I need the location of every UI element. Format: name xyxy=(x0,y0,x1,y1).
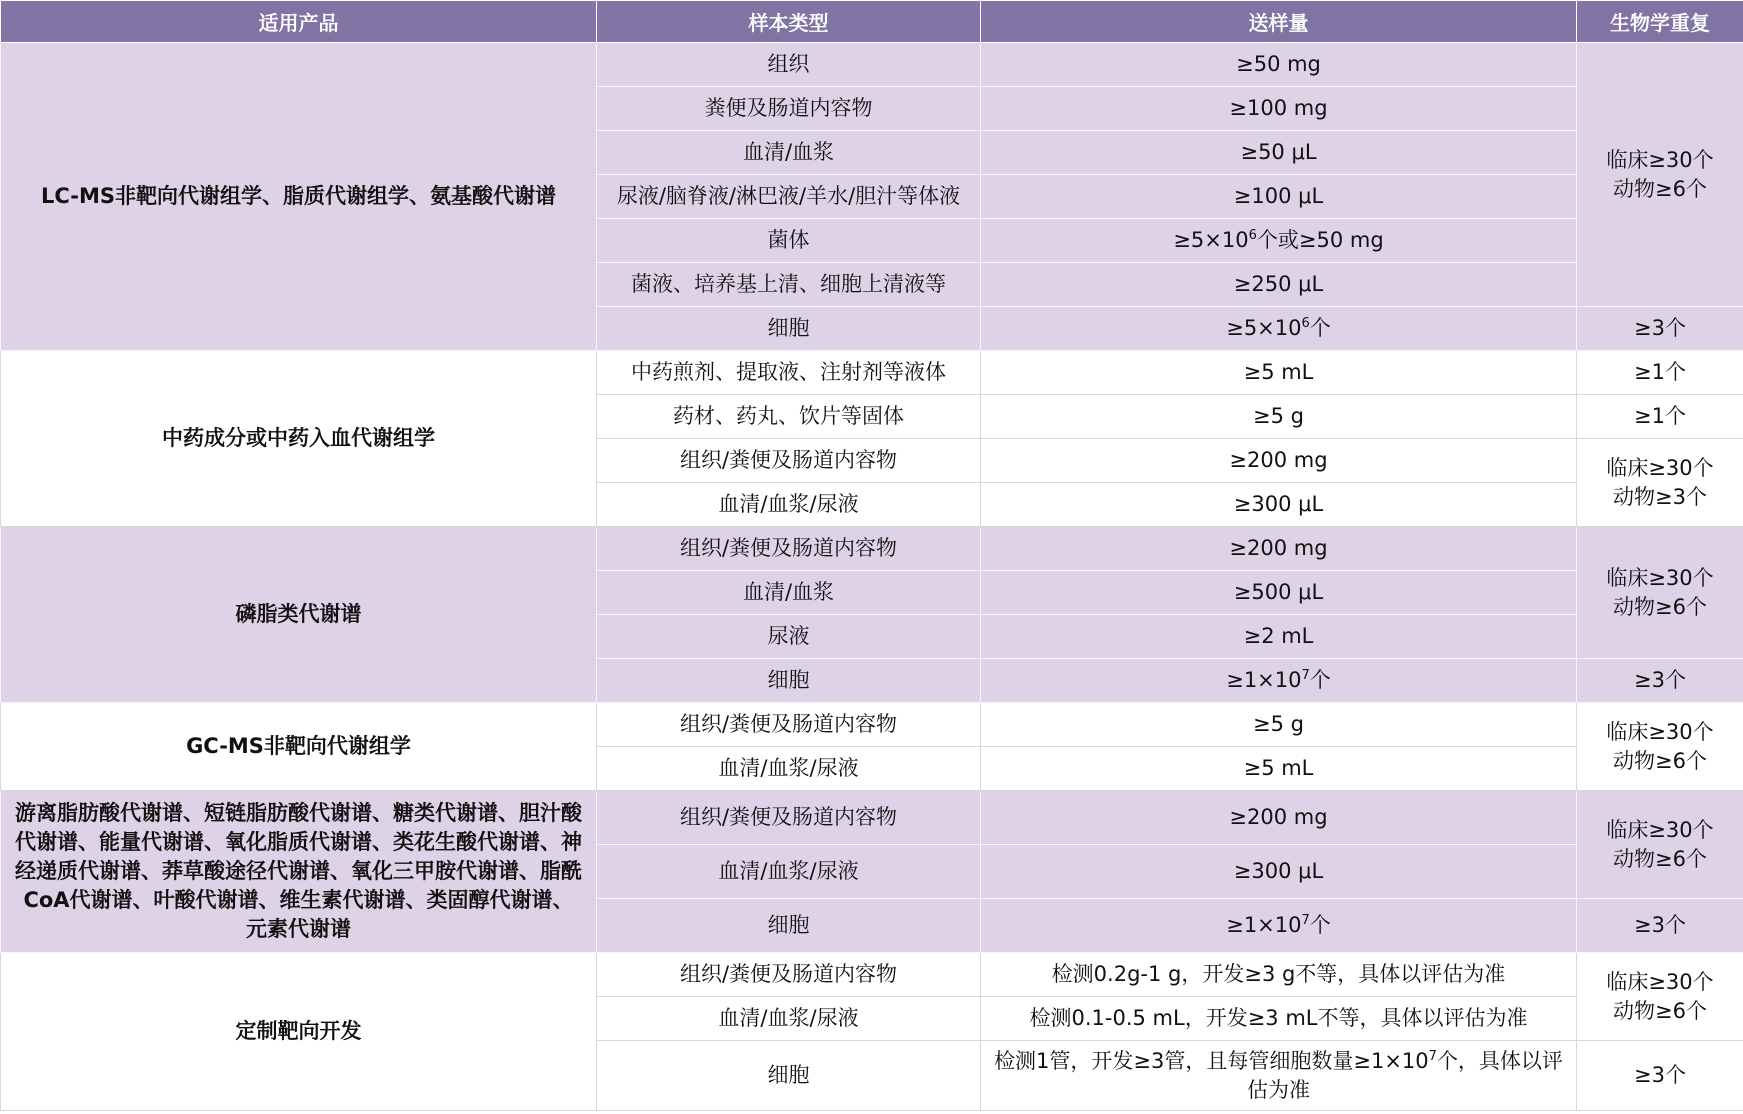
sample-type-cell: 血清/血浆/尿液 xyxy=(597,845,981,899)
amount-cell: ≥5 g xyxy=(981,395,1577,439)
header-row xyxy=(1,1,1743,43)
sample-type-cell: 组织/粪便及肠道内容物 xyxy=(597,527,981,571)
amount-cell: ≥300 μL xyxy=(981,483,1577,527)
sample-type-cell: 血清/血浆 xyxy=(597,571,981,615)
amount-cell: ≥5 mL xyxy=(981,351,1577,395)
sample-type-cell: 细胞 xyxy=(597,899,981,953)
amount-cell: ≥50 μL xyxy=(981,131,1577,175)
amount-cell: ≥200 mg xyxy=(981,527,1577,571)
amount-cell xyxy=(981,307,1577,351)
bio-replicates-cell: ≥3个 xyxy=(1577,307,1743,351)
bio-clinical: 临床≥30个 xyxy=(1606,147,1714,172)
header-sample-type: 样本类型 xyxy=(597,1,981,43)
product-cell: LC-MS非靶向代谢组学、脂质代谢组学、氨基酸代谢谱 xyxy=(1,43,597,351)
bio-clinical: 临床≥30个 xyxy=(1606,455,1714,480)
amount-cell: ≥50 mg xyxy=(981,43,1577,87)
table-row xyxy=(1,791,1743,845)
bio-clinical: 临床≥30个 xyxy=(1606,565,1714,590)
amount-cell: ≥100 mg xyxy=(981,87,1577,131)
bio-animal: 动物≥3个 xyxy=(1613,484,1707,509)
bio-replicates-cell xyxy=(1577,439,1743,527)
sample-type-cell: 菌体 xyxy=(597,219,981,263)
bio-replicates-cell: ≥3个 xyxy=(1577,1041,1743,1111)
amount-exponent: 7 xyxy=(1428,1048,1437,1064)
bio-clinical: 临床≥30个 xyxy=(1606,817,1714,842)
sample-type-cell: 组织/粪便及肠道内容物 xyxy=(597,791,981,845)
amount-text: ≥1×10 xyxy=(1226,913,1302,937)
amount-cell: ≥2 mL xyxy=(981,615,1577,659)
sample-type-cell: 中药煎剂、提取液、注射剂等液体 xyxy=(597,351,981,395)
header-bio-replicates: 生物学重复 xyxy=(1577,1,1743,43)
sample-type-cell: 组织/粪便及肠道内容物 xyxy=(597,953,981,997)
sample-type-cell: 血清/血浆/尿液 xyxy=(597,483,981,527)
header-amount: 送样量 xyxy=(981,1,1577,43)
sample-type-cell: 血清/血浆 xyxy=(597,131,981,175)
amount-text: 个 xyxy=(1309,913,1331,937)
amount-exponent: 6 xyxy=(1301,316,1310,331)
amount-exponent: 6 xyxy=(1248,228,1257,243)
amount-cell xyxy=(981,899,1577,953)
header-product: 适用产品 xyxy=(1,1,597,43)
bio-replicates-cell xyxy=(1577,791,1743,899)
bio-replicates-cell xyxy=(1577,953,1743,1041)
sample-type-cell: 菌液、培养基上清、细胞上清液等 xyxy=(597,263,981,307)
sample-type-cell: 细胞 xyxy=(597,659,981,703)
amount-cell: ≥5 mL xyxy=(981,747,1577,791)
sample-type-cell: 血清/血浆/尿液 xyxy=(597,747,981,791)
product-cell: 定制靶向开发 xyxy=(1,953,597,1111)
amount-exponent: 7 xyxy=(1301,668,1310,683)
bio-animal: 动物≥6个 xyxy=(1613,176,1707,201)
amount-cell: ≥200 mg xyxy=(981,439,1577,483)
table-row xyxy=(1,527,1743,571)
amount-cell: ≥500 μL xyxy=(981,571,1577,615)
product-cell: 中药成分或中药入血代谢组学 xyxy=(1,351,597,527)
amount-cell: ≥250 μL xyxy=(981,263,1577,307)
bio-replicates-cell: ≥3个 xyxy=(1577,659,1743,703)
amount-text: 个 xyxy=(1309,668,1331,692)
amount-cell: ≥200 mg xyxy=(981,791,1577,845)
sample-type-cell: 尿液 xyxy=(597,615,981,659)
sample-type-cell: 细胞 xyxy=(597,307,981,351)
bio-replicates-cell xyxy=(1577,527,1743,659)
bio-replicates-cell: ≥1个 xyxy=(1577,395,1743,439)
bio-replicates-cell xyxy=(1577,703,1743,791)
table-row xyxy=(1,351,1743,395)
amount-text: 个 xyxy=(1309,316,1331,340)
amount-cell: 检测0.1-0.5 mL，开发≥3 mL不等，具体以评估为准 xyxy=(981,997,1577,1041)
table-row xyxy=(1,953,1743,997)
amount-text: ≥5×10 xyxy=(1173,228,1249,252)
table-row xyxy=(1,43,1743,87)
amount-cell xyxy=(981,219,1577,263)
sample-type-cell: 组织/粪便及肠道内容物 xyxy=(597,703,981,747)
amount-text: ≥5×10 xyxy=(1226,316,1302,340)
sample-type-cell: 粪便及肠道内容物 xyxy=(597,87,981,131)
amount-cell: 检测0.2g-1 g，开发≥3 g不等，具体以评估为准 xyxy=(981,953,1577,997)
bio-clinical: 临床≥30个 xyxy=(1606,719,1714,744)
table-row xyxy=(1,703,1743,747)
bio-animal: 动物≥6个 xyxy=(1613,998,1707,1023)
bio-replicates-cell: ≥1个 xyxy=(1577,351,1743,395)
amount-exponent: 7 xyxy=(1301,913,1310,928)
sample-type-cell: 尿液/脑脊液/淋巴液/羊水/胆汁等体液 xyxy=(597,175,981,219)
sample-type-cell: 血清/血浆/尿液 xyxy=(597,997,981,1041)
amount-cell: ≥5 g xyxy=(981,703,1577,747)
bio-replicates-cell xyxy=(1577,43,1743,307)
amount-cell: ≥300 μL xyxy=(981,845,1577,899)
bio-animal: 动物≥6个 xyxy=(1613,748,1707,773)
bio-animal: 动物≥6个 xyxy=(1613,846,1707,871)
bio-clinical: 临床≥30个 xyxy=(1606,969,1714,994)
sample-type-cell: 细胞 xyxy=(597,1041,981,1111)
bio-animal: 动物≥6个 xyxy=(1613,594,1707,619)
product-cell: 磷脂类代谢谱 xyxy=(1,527,597,703)
amount-text: 检测1管，开发≥3管，且每管细胞数量≥1×10 xyxy=(994,1048,1429,1073)
amount-cell: ≥100 μL xyxy=(981,175,1577,219)
amount-text: 个，具体以评估为准 xyxy=(1247,1048,1563,1102)
sample-type-cell: 组织/粪便及肠道内容物 xyxy=(597,439,981,483)
product-cell: GC-MS非靶向代谢组学 xyxy=(1,703,597,791)
amount-cell xyxy=(981,659,1577,703)
bio-replicates-cell: ≥3个 xyxy=(1577,899,1743,953)
amount-text: 个或≥50 mg xyxy=(1256,228,1384,252)
amount-cell xyxy=(981,1041,1577,1111)
product-cell: 游离脂肪酸代谢谱、短链脂肪酸代谢谱、糖类代谢谱、胆汁酸代谢谱、能量代谢谱、氧化脂质代谢谱、类花生酸代谢谱、神经递质代谢谱、莽草酸途径代谢谱、氧化三甲胺代谢谱、脂酰CoA代谢谱、叶酸代谢谱、维生素代谢谱、类固醇代谢谱、元素代谢谱 xyxy=(1,791,597,953)
sample-type-cell: 组织 xyxy=(597,43,981,87)
sample-type-cell: 药材、药丸、饮片等固体 xyxy=(597,395,981,439)
amount-text: ≥1×10 xyxy=(1226,668,1302,692)
